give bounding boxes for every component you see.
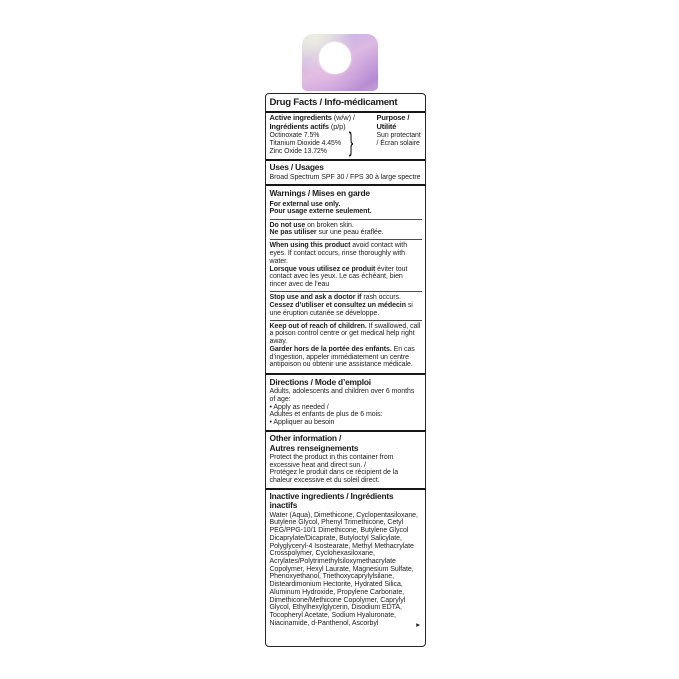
other-information-heading: Other information / Autres renseignements xyxy=(269,433,359,453)
warning-item-do-not-use: Do not use on broken skin. Ne pas utiliser sur une peau éraflée. xyxy=(270,219,422,239)
hang-tab xyxy=(302,34,378,91)
inactive-ingredients-body: Water (Aqua), Dimethicone, Cyclopentasiloxane, Butylene Glycol, Phenyl Trimethicone, Cetyl PEG/PPG-10/1 Dimethicone, Butylene Glycol Dicaprylate/Dicaprate, Butyloctyl Salicylate, Polyglyceryl-4 Isostearate, Methyl Methacrylate Crosspolymer, Cyclohexasiloxane, Acrylates/Polytrimethylsiloxymethacrylate Copolymer, Hexyl Laurate, Magnesium Sulfate, Phenoxyethanol, Triethoxycaprylylsilane, Disteardimonium Hectorite, Hydrated Silica, Aluminum Hydroxide, Propylene Carbonate, Dimethicone/Methicone Copolymer, Caprylyl Glycol, Ethylhexylglycerin, Disodium EDTA, Tocopheryl Acetate, Sodium Hyaluronate, Niacinamide, d-Panthenol, Ascorbyl xyxy=(269,511,418,627)
active-ingredients-section xyxy=(266,113,425,159)
hang-tab-hole xyxy=(319,42,351,74)
drug-facts-panel xyxy=(265,93,426,647)
text-continuation-arrow-icon: ▸ xyxy=(416,620,420,630)
purpose-column xyxy=(377,114,422,156)
active-ingredients-heading xyxy=(270,114,377,131)
warnings-heading: Warnings / Mises en garde xyxy=(269,187,370,198)
directions-line: • Appliquer au besoin xyxy=(269,419,335,427)
purpose-value: Sun protectant / Écran solaire xyxy=(376,132,421,148)
other-information-body-en: Protect the product in this container from excessive heat and direct sun. / xyxy=(269,453,394,469)
warnings-section xyxy=(266,184,425,373)
warning-item-stop-use: Stop use and ask a doctor if rash occurs. Cessez d’utiliser et consultez un médecin si une éruption cutanée se développe. xyxy=(270,291,422,319)
warning-item-keep-out-of-reach: Keep out of reach of children. If swallowed, call a poison control centre or get medical help right away. Garder hors de la portée des enfants. En cas d’ingestion, appeler immédiatement un centre antipoison ou obtenir une assistance médicale. xyxy=(270,320,422,371)
directions-section xyxy=(266,373,425,429)
uses-body: Broad Spectrum SPF 30 / FPS 30 à large spectre xyxy=(269,173,421,181)
inactive-ingredients-section xyxy=(266,488,425,632)
purpose-heading-fr: Utilité xyxy=(376,121,397,131)
active-ingredient-row: Zinc Oxide 13.72% xyxy=(269,148,327,155)
warning-item-external-use: For external use only. Pour usage externe seulement. xyxy=(269,200,372,216)
ingredients-brace-icon: } xyxy=(348,127,353,157)
directions-line: Adultes et enfants de plus de 6 mois: xyxy=(269,411,383,419)
active-ingredients-note-fr: (p/p) xyxy=(328,121,346,131)
purpose-heading-en: Purpose / xyxy=(376,113,410,122)
warning-item-when-using: When using this product avoid contact with eyes. If contact occurs, rinse thoroughly with water. Lorsque vous utilisez ce produit éviter tout contact avec les yeux. Le cas échéant, bien rincer avec de l’eau xyxy=(270,239,422,290)
active-ingredients-note-en: (w/w) / xyxy=(331,113,355,122)
active-ingredient-row: Titanium Dioxide 4.45% xyxy=(269,140,341,148)
purpose-heading xyxy=(377,114,422,131)
uses-heading: Uses / Usages xyxy=(269,162,324,173)
active-ingredients-column xyxy=(270,114,377,156)
directions-heading: Directions / Mode d’emploi xyxy=(269,376,371,387)
inactive-ingredients-heading: Inactive ingredients / Ingrédients inactifs xyxy=(269,491,394,511)
active-ingredients-heading-en: Active ingredients xyxy=(269,113,332,122)
uses-section xyxy=(266,159,425,185)
active-ingredient-row: Octinoxate 7.5% xyxy=(269,132,320,140)
drug-facts-title: Drug Facts / Info-médicament xyxy=(266,94,425,113)
other-information-body-fr: Protégez le produit dans ce récipient de la chaleur excessive et du soleil direct. xyxy=(269,469,399,484)
directions-line: Adults, adolescents and children over 6 months of age: xyxy=(269,388,415,403)
active-ingredients-heading-fr: Ingrédients actifs xyxy=(269,121,329,131)
other-information-section xyxy=(266,430,425,488)
directions-line: • Apply as needed / xyxy=(269,403,329,411)
